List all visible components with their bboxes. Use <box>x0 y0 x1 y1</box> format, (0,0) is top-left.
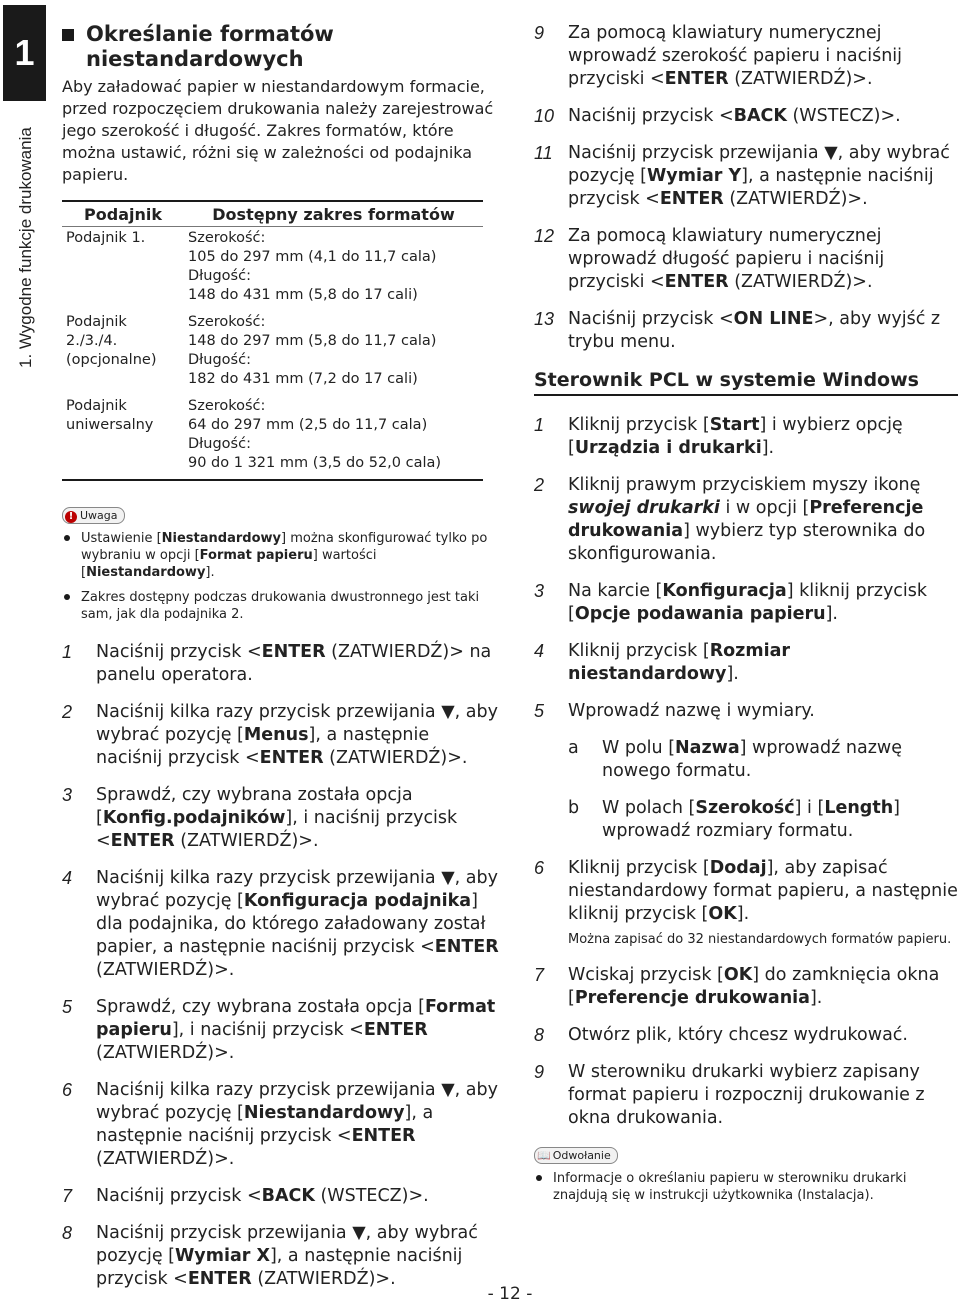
step-item: 1 Naciśnij przycisk <ENTER (ZATWIERDŹ)> na panelu operatora. <box>62 642 492 685</box>
sub-step-list <box>534 737 958 843</box>
note-item: Ustawienie [Niestandardowy] można skonfigurować tylko po wybraniu w opcji [Format papieru] wartości [Niestandardowy]. <box>62 530 500 581</box>
table-header-range: Dostępny zakres formatów <box>184 201 483 227</box>
format-range-table <box>62 200 483 481</box>
step-list-continued <box>534 22 958 354</box>
step-item: 6 Naciśnij kilka razy przycisk przewijania ▼, aby wybrać pozycję [Niestandardowy], a następnie naciśnij przycisk <ENTER (ZATWIERDŹ)>. <box>62 1080 498 1169</box>
step-item: 3 Na karcie [Konfiguracja] kliknij przycisk [Opcje podawania papieru]. <box>534 581 928 624</box>
range-line: 148 do 431 mm (5,8 do 17 cali) <box>188 287 418 303</box>
range-line: Szerokość: <box>188 230 266 246</box>
table-row <box>62 311 483 395</box>
chapter-title: 1. Wygodne funkcje drukowania <box>16 127 35 368</box>
step-item: 1 Kliknij przycisk [Start] i wybierz opcję [Urządzia i drukarki]. <box>534 415 903 458</box>
step-item: 12 Za pomocą klawiatury numerycznej wprowadź długość papieru i naciśnij przyciski <ENTER (ZATWIERDŹ)>. <box>534 226 885 292</box>
range-line: 105 do 297 mm (4,1 do 11,7 cala) <box>188 249 437 265</box>
range-line: 182 do 431 mm (7,2 do 17 cali) <box>188 371 418 387</box>
page-number: - 12 - <box>487 1284 533 1304</box>
table-header-row <box>62 201 483 227</box>
note-tag <box>62 507 125 524</box>
step-item: 7 Wciskaj przycisk [OK] do zamknięcia okna [Preferencje drukowania]. <box>534 965 940 1008</box>
reference-list <box>534 1170 958 1204</box>
square-bullet-icon <box>62 29 74 41</box>
warning-icon: ! <box>65 511 77 523</box>
tray-cell: Podajnik 2./3./4. (opcjonalne) <box>66 314 157 368</box>
note-item: Zakres dostępny podczas drukowania dwustronnego jest taki sam, jak dla podajnika 2. <box>62 589 500 623</box>
range-line: 148 do 297 mm (5,8 do 11,7 cala) <box>188 333 437 349</box>
note-tag-label: Uwaga <box>80 509 118 522</box>
step-item: 8 Otwórz plik, który chcesz wydrukować. <box>534 1025 908 1045</box>
reference-tag <box>534 1147 618 1164</box>
step-item: 11 Naciśnij przycisk przewijania ▼, aby wybrać pozycję [Wymiar Y], a następnie naciśnij przycisk <ENTER (ZATWIERDŹ)>. <box>534 143 950 209</box>
left-column <box>62 22 500 1305</box>
range-line: Długość: <box>188 352 251 368</box>
range-cell <box>184 311 483 395</box>
tray-cell: Podajnik 1. <box>66 230 146 246</box>
table-row <box>62 227 483 312</box>
chapter-number: 1 <box>3 5 46 101</box>
intro-paragraph: Aby załadować papier w niestandardowym formacie, przed rozpoczęciem drukowania należy zarejestrować jego szerokość i długość. Zakres formatów, które można ustawić, różni się w zależności od podajnika papieru. <box>62 77 494 184</box>
range-line: Długość: <box>188 268 251 284</box>
step-item: 5 Sprawdź, czy wybrana została opcja [Format papieru], i naciśnij przycisk <ENTER (ZATWIERDŹ)>. <box>62 997 496 1063</box>
step-item: 2 Kliknij prawym przyciskiem myszy ikonę swojej drukarki i w opcji [Preferencje drukowania] wybierz typ sterownika do skonfigurowania. <box>534 475 926 564</box>
step-item: 3 Sprawdź, czy wybrana została opcja [Konfig.podajników], i naciśnij przycisk <ENTER (ZATWIERDŹ)>. <box>62 785 458 851</box>
windows-section-title: Sterownik PCL w systemie Windows <box>534 368 958 396</box>
step-item: 4 Kliknij przycisk [Rozmiar niestandardowy]. <box>534 641 791 684</box>
range-line: Długość: <box>188 436 251 452</box>
step-list <box>62 641 500 1291</box>
step-item: 2 Naciśnij kilka razy przycisk przewijania ▼, aby wybrać pozycję [Menus], a następnie naciśnij przycisk <ENTER (ZATWIERDŹ)>. <box>62 702 498 768</box>
table-row <box>62 395 483 480</box>
step-item: 9 Za pomocą klawiatury numerycznej wprowadź szerokość papieru i naciśnij przyciski <ENTER (ZATWIERDŹ)>. <box>534 23 903 89</box>
sub-step-item: a W polu [Nazwa] wprowadź nazwę nowego formatu. <box>568 738 902 781</box>
step-item: 5 Wprowadź nazwę i wymiary. <box>534 701 815 721</box>
step-item: 8 Naciśnij przycisk przewijania ▼, aby wybrać pozycję [Wymiar X], a następnie naciśnij przycisk <ENTER (ZATWIERDŹ)>. <box>62 1223 478 1289</box>
step-item: 13 Naciśnij przycisk <ON LINE>, aby wyjść z trybu menu. <box>534 309 941 352</box>
table-header-tray: Podajnik <box>62 201 184 227</box>
tray-cell: Podajnik uniwersalny <box>62 395 184 480</box>
reference-tag-label: Odwołanie <box>552 1149 611 1162</box>
note-list <box>62 530 500 623</box>
reference-item: Informacje o określaniu papieru w sterowniku drukarki znajdują się w instrukcji użytkownika (Instalacja). <box>534 1170 958 1204</box>
range-line: 90 do 1 321 mm (3,5 do 52,0 cala) <box>188 455 442 471</box>
driver-step-list <box>534 414 958 723</box>
section-heading-text: Określanie formatów niestandardowych <box>86 22 334 71</box>
chapter-side-tab <box>0 0 46 1305</box>
book-icon: 📖 <box>537 1149 551 1162</box>
step-note: Można zapisać do 32 niestandardowych formatów papieru. <box>568 932 952 947</box>
step-item: 6 Kliknij przycisk [Dodaj], aby zapisać niestandardowy format papieru, a następnie kliknij przycisk [OK]. Można zapisać do 32 niestandardowych formatów papieru. <box>534 857 958 950</box>
range-cell <box>184 227 483 312</box>
right-column <box>534 22 958 1212</box>
step-item: 4 Naciśnij kilka razy przycisk przewijania ▼, aby wybrać pozycję [Konfiguracja podajnika] dla podajnika, do którego załadowany został papier, a następnie naciśnij przycisk <ENTER (ZATWIERDŹ)>. <box>62 868 499 980</box>
step-item: 7 Naciśnij przycisk <BACK (WSTECZ)>. <box>62 1186 429 1206</box>
range-cell <box>184 395 483 480</box>
section-heading <box>62 22 500 72</box>
step-item: 10 Naciśnij przycisk <BACK (WSTECZ)>. <box>534 106 901 126</box>
range-line: 64 do 297 mm (2,5 do 11,7 cala) <box>188 417 428 433</box>
sub-step-item: b W polach [Szerokość] i [Length] wprowadź rozmiary formatu. <box>568 798 900 841</box>
driver-step-list-2 <box>534 857 958 1130</box>
range-line: Szerokość: <box>188 314 266 330</box>
step-item: 9 W sterowniku drukarki wybierz zapisany format papieru i rozpocznij drukowanie z okna drukowania. <box>534 1062 925 1128</box>
range-line: Szerokość: <box>188 398 266 414</box>
